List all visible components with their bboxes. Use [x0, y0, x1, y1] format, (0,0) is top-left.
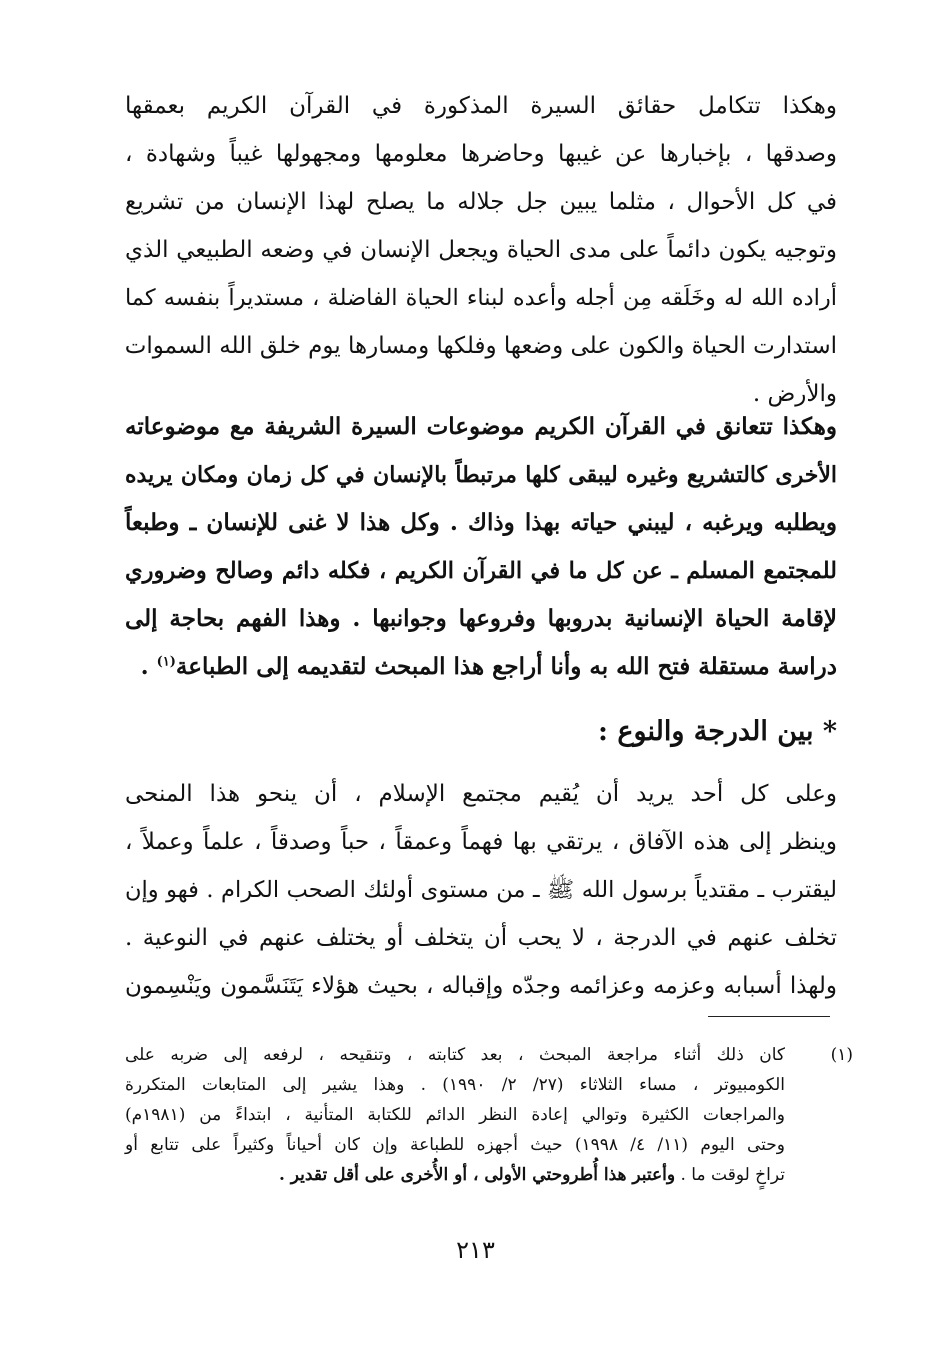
footnote-marker: (١)	[830, 1045, 853, 1065]
paragraph-2-line: لإقامة الحياة الإنسانية بدروبها وفروعها وجوانبها . وهذا الفهم بحاجة إلى	[125, 605, 837, 632]
paragraph-3-line: وعلى كل أحد يريد أن يُقيم مجتمع الإسلام ، أن ينحو هذا المنحى	[125, 781, 837, 807]
footnote	[125, 1040, 785, 1190]
paragraph-2-last-line	[125, 643, 837, 691]
paragraph-2-line: الأخرى كالتشريع وغيره ليبقى كلها مرتبطاً بالإنسان في كل زمان ومكان يريده	[125, 462, 837, 488]
footnote-last-line-bold: وأعتبر هذا أُطروحتي الأولى ، أو الأُخرى على أقل تقدير .	[278, 1165, 676, 1185]
footnote-last-line	[125, 1160, 785, 1190]
page-number: ٢١٣	[456, 1236, 495, 1264]
footnote-separator	[708, 1016, 830, 1017]
footnote-line: كان ذلك أثناء مراجعة المبحث ، بعد كتابته ، وتنقيحه ، لرفعه إلى ضربه على	[125, 1045, 785, 1065]
paragraph-3-line: ليقترب ـ مقتدياً برسول الله ﷺ ـ من مستوى أولئك الصحب الكرام . فهو وإن	[125, 877, 837, 903]
section-heading: * بين الدرجة والنوع :	[598, 716, 837, 747]
paragraph-1-line: وصدقها ، بإخبارها عن غيبها وحاضرها معلومها ومجهولها غيباً وشهادة ،	[125, 141, 837, 167]
paragraph-3-line: وينظر إلى هذه الآفاق ، يرتقي بها فهماً وعمقاً ، حباً وصدقاً ، علماً وعملاً ،	[125, 829, 837, 855]
paragraph-2-line: ويطلبه ويرغبه ، ليبني حياته بهذا وذاك . وكل هذا لا غنى للإنسان ـ وطبعاً	[125, 509, 837, 536]
paragraph-1-line: وتوجيه يكون دائماً على مدى الحياة ويجعل الإنسان في وضعه الطبيعي الذي	[125, 237, 837, 263]
footnote-reference[interactable]: (١)	[156, 654, 176, 670]
paragraph-3	[125, 770, 837, 1010]
footnote-line: والمراجعات الكثيرة وتوالي إعادة النظر الدائم للكتابة المتأنية ، ابتداءً من (١٩٨١م)	[125, 1105, 785, 1125]
footnote-line: وحتى اليوم (١١/ ٤/ ١٩٩٨) حيث أجهزه للطباعة وإن كان أحياناً وكثيراً على تتابع أو	[125, 1135, 785, 1155]
paragraph-2-last-line-end: .	[140, 653, 157, 680]
paragraph-1-line: وهكذا تتكامل حقائق السيرة المذكورة في القرآن الكريم بعمقها	[125, 93, 837, 119]
paragraph-1-line: استدارت الحياة والكون على وضعها وفلكها ومسارها يوم خلق الله السموات	[124, 333, 837, 359]
paragraph-1	[125, 82, 837, 418]
footnote-last-line-plain: تراخٍ لوقت ما .	[675, 1165, 785, 1185]
paragraph-3-line: ولهذا أسبابه وعزمه وعزائمه وجدّه وإقباله ، بحيث هؤلاء يَتَنَسَّمون ويَنْسِمون	[125, 973, 837, 999]
paragraph-3-line: تخلف عنهم في الدرجة ، لا يحب أن يتخلف أو يختلف عنهم في النوعية .	[125, 925, 837, 951]
paragraph-2-line: للمجتمع المسلم ـ عن كل ما في القرآن الكريم ، فكله دائم وصالح وضروري	[125, 558, 837, 584]
paragraph-1-line: في كل الأحوال ، مثلما يبين جل جلاله ما يصلح لهذا الإنسان من تشريع	[125, 189, 837, 215]
footnote-line: الكومبيوتر ، مساء الثلاثاء (٢٧/ ٢/ ١٩٩٠) . وهذا يشير إلى المتابعات المتكررة	[125, 1075, 785, 1095]
paragraph-1-line: أراده الله له وخَلَقه مِن أجله وأعده لبناء الحياة الفاضلة ، مستديراً بنفسه كما	[125, 285, 837, 311]
paragraph-1-line: والأرض .	[752, 381, 837, 407]
paragraph-2-last-line-text: دراسة مستقلة فتح الله به وأنا أراجع هذا المبحث لتقديمه إلى الطباعة	[175, 653, 837, 680]
paragraph-2	[125, 403, 837, 691]
paragraph-2-line: وهكذا تتعانق في القرآن الكريم موضوعات السيرة الشريفة مع موضوعاته	[125, 413, 837, 440]
